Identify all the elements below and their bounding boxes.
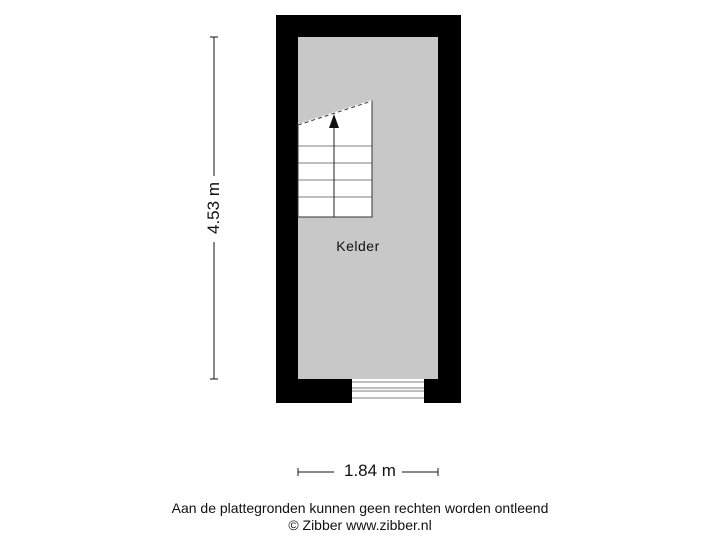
disclaimer-text: Aan de plattegronden kunnen geen rechten worden ontleend [171, 500, 549, 516]
copyright-text: © Zibber www.zibber.nl [288, 517, 432, 533]
width-dimension-label: 1.84 m [344, 461, 396, 480]
room-label: Kelder [336, 238, 380, 254]
height-dimension-label: 4.53 m [204, 182, 223, 234]
